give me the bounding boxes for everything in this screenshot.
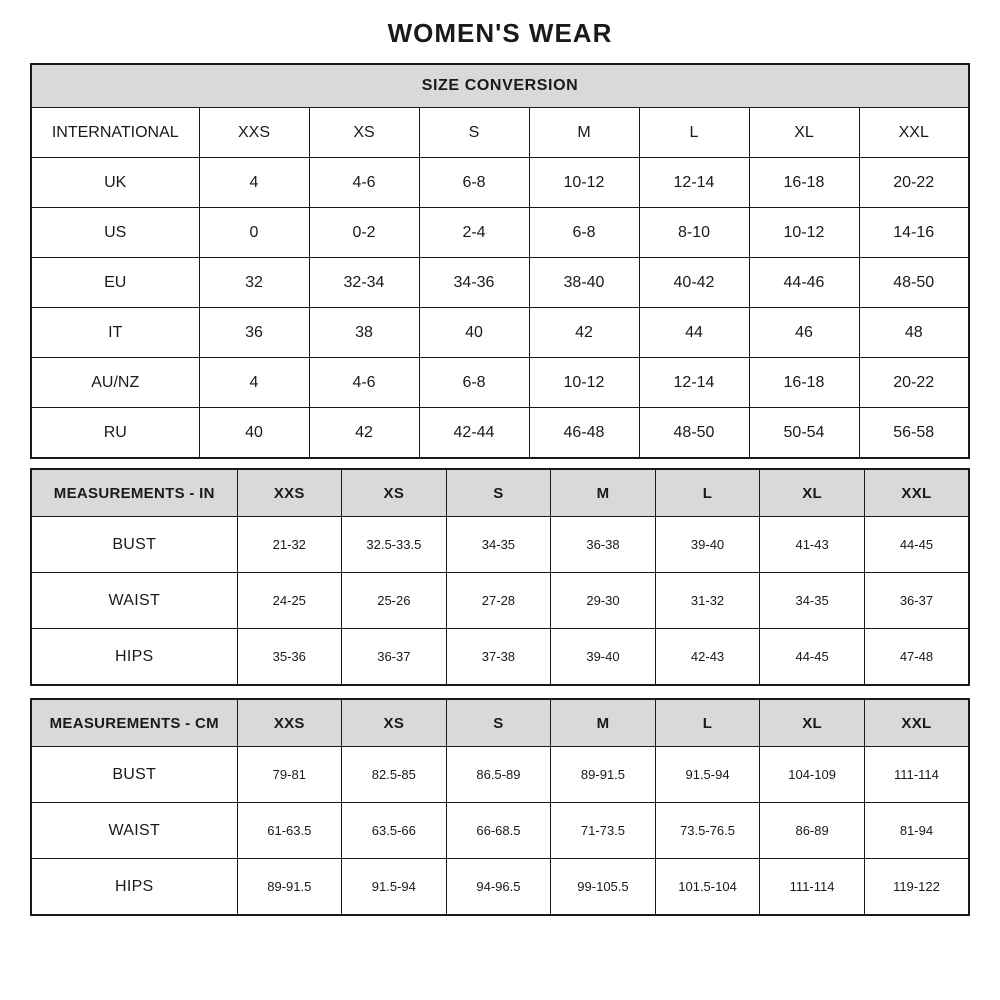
row-label: BUST <box>31 517 237 573</box>
table-row <box>31 158 969 208</box>
table-row <box>31 358 969 408</box>
table-row <box>31 573 969 629</box>
size-header: XXS <box>237 699 342 747</box>
cell: 39-40 <box>551 629 656 686</box>
measurements-cm-header-row <box>31 699 969 747</box>
cell: 119-122 <box>864 859 969 916</box>
cell: 25-26 <box>342 573 447 629</box>
cell: 48-50 <box>639 408 749 459</box>
cell: 44-45 <box>760 629 865 686</box>
cell: 40 <box>419 308 529 358</box>
cell: 32 <box>199 258 309 308</box>
table-row <box>31 803 969 859</box>
cell: 44 <box>639 308 749 358</box>
cell: 42 <box>309 408 419 459</box>
size-header: XL <box>760 469 865 517</box>
cell: 27-28 <box>446 573 551 629</box>
cell: 0 <box>199 208 309 258</box>
cell: 6-8 <box>419 158 529 208</box>
cell: 73.5-76.5 <box>655 803 760 859</box>
table-row <box>31 747 969 803</box>
size-chart-page <box>30 0 970 916</box>
cell: 56-58 <box>859 408 969 459</box>
size-header: XL <box>760 699 865 747</box>
cell: 89-91.5 <box>237 859 342 916</box>
row-label: EU <box>31 258 199 308</box>
size-header: XXL <box>864 699 969 747</box>
cell: 40 <box>199 408 309 459</box>
row-label: RU <box>31 408 199 459</box>
cell: 61-63.5 <box>237 803 342 859</box>
cell: 10-12 <box>529 158 639 208</box>
size-header: L <box>655 699 760 747</box>
size-header: M <box>551 469 656 517</box>
table-row <box>31 208 969 258</box>
column-header: M <box>529 108 639 158</box>
cell: 111-114 <box>760 859 865 916</box>
cell: 20-22 <box>859 358 969 408</box>
cell: 6-8 <box>419 358 529 408</box>
size-conversion-table <box>30 63 970 459</box>
cell: 48 <box>859 308 969 358</box>
table-row <box>31 859 969 916</box>
cell: 44-45 <box>864 517 969 573</box>
cell: 41-43 <box>760 517 865 573</box>
size-conversion-header-row <box>31 108 969 158</box>
cell: 10-12 <box>749 208 859 258</box>
row-label: AU/NZ <box>31 358 199 408</box>
cell: 36-37 <box>864 573 969 629</box>
size-header: XXL <box>864 469 969 517</box>
cell: 16-18 <box>749 158 859 208</box>
table-row <box>31 308 969 358</box>
row-label: HIPS <box>31 859 237 916</box>
measurements-in-title: MEASUREMENTS - IN <box>31 469 237 517</box>
cell: 111-114 <box>864 747 969 803</box>
cell: 29-30 <box>551 573 656 629</box>
column-header: INTERNATIONAL <box>31 108 199 158</box>
row-label: UK <box>31 158 199 208</box>
row-label: BUST <box>31 747 237 803</box>
cell: 4 <box>199 358 309 408</box>
cell: 16-18 <box>749 358 859 408</box>
cell: 89-91.5 <box>551 747 656 803</box>
cell: 32-34 <box>309 258 419 308</box>
cell: 99-105.5 <box>551 859 656 916</box>
cell: 35-36 <box>237 629 342 686</box>
cell: 2-4 <box>419 208 529 258</box>
cell: 38 <box>309 308 419 358</box>
table-row <box>31 258 969 308</box>
size-conversion-title: SIZE CONVERSION <box>31 64 969 108</box>
cell: 42-44 <box>419 408 529 459</box>
row-label: HIPS <box>31 629 237 686</box>
measurements-cm-table <box>30 698 970 916</box>
cell: 94-96.5 <box>446 859 551 916</box>
row-label: WAIST <box>31 573 237 629</box>
size-header: S <box>446 469 551 517</box>
measurements-in-table <box>30 468 970 686</box>
size-header: M <box>551 699 656 747</box>
size-header: XS <box>342 469 447 517</box>
cell: 24-25 <box>237 573 342 629</box>
table-row <box>31 408 969 459</box>
cell: 63.5-66 <box>342 803 447 859</box>
cell: 104-109 <box>760 747 865 803</box>
cell: 91.5-94 <box>655 747 760 803</box>
cell: 86.5-89 <box>446 747 551 803</box>
cell: 4-6 <box>309 358 419 408</box>
size-header: S <box>446 699 551 747</box>
cell: 6-8 <box>529 208 639 258</box>
row-label: IT <box>31 308 199 358</box>
table-row <box>31 517 969 573</box>
cell: 4-6 <box>309 158 419 208</box>
cell: 71-73.5 <box>551 803 656 859</box>
cell: 86-89 <box>760 803 865 859</box>
cell: 37-38 <box>446 629 551 686</box>
cell: 34-35 <box>760 573 865 629</box>
cell: 10-12 <box>529 358 639 408</box>
cell: 39-40 <box>655 517 760 573</box>
row-label: US <box>31 208 199 258</box>
cell: 14-16 <box>859 208 969 258</box>
cell: 42-43 <box>655 629 760 686</box>
cell: 101.5-104 <box>655 859 760 916</box>
cell: 79-81 <box>237 747 342 803</box>
cell: 82.5-85 <box>342 747 447 803</box>
cell: 48-50 <box>859 258 969 308</box>
cell: 47-48 <box>864 629 969 686</box>
row-label: WAIST <box>31 803 237 859</box>
size-header: XS <box>342 699 447 747</box>
cell: 36-38 <box>551 517 656 573</box>
measurements-cm-title: MEASUREMENTS - CM <box>31 699 237 747</box>
page-title: WOMEN'S WEAR <box>387 18 613 48</box>
column-header: XS <box>309 108 419 158</box>
column-header: XXS <box>199 108 309 158</box>
size-conversion-banner-row <box>31 64 969 108</box>
cell: 36 <box>199 308 309 358</box>
column-header: S <box>419 108 529 158</box>
size-header: L <box>655 469 760 517</box>
cell: 32.5-33.5 <box>342 517 447 573</box>
cell: 4 <box>199 158 309 208</box>
cell: 34-35 <box>446 517 551 573</box>
cell: 36-37 <box>342 629 447 686</box>
cell: 50-54 <box>749 408 859 459</box>
cell: 34-36 <box>419 258 529 308</box>
cell: 12-14 <box>639 358 749 408</box>
cell: 44-46 <box>749 258 859 308</box>
cell: 66-68.5 <box>446 803 551 859</box>
cell: 21-32 <box>237 517 342 573</box>
cell: 12-14 <box>639 158 749 208</box>
cell: 20-22 <box>859 158 969 208</box>
measurements-in-header-row <box>31 469 969 517</box>
column-header: XXL <box>859 108 969 158</box>
cell: 8-10 <box>639 208 749 258</box>
cell: 81-94 <box>864 803 969 859</box>
cell: 0-2 <box>309 208 419 258</box>
table-row <box>31 629 969 686</box>
cell: 31-32 <box>655 573 760 629</box>
size-header: XXS <box>237 469 342 517</box>
cell: 38-40 <box>529 258 639 308</box>
cell: 46-48 <box>529 408 639 459</box>
cell: 91.5-94 <box>342 859 447 916</box>
cell: 42 <box>529 308 639 358</box>
column-header: XL <box>749 108 859 158</box>
cell: 40-42 <box>639 258 749 308</box>
column-header: L <box>639 108 749 158</box>
cell: 46 <box>749 308 859 358</box>
